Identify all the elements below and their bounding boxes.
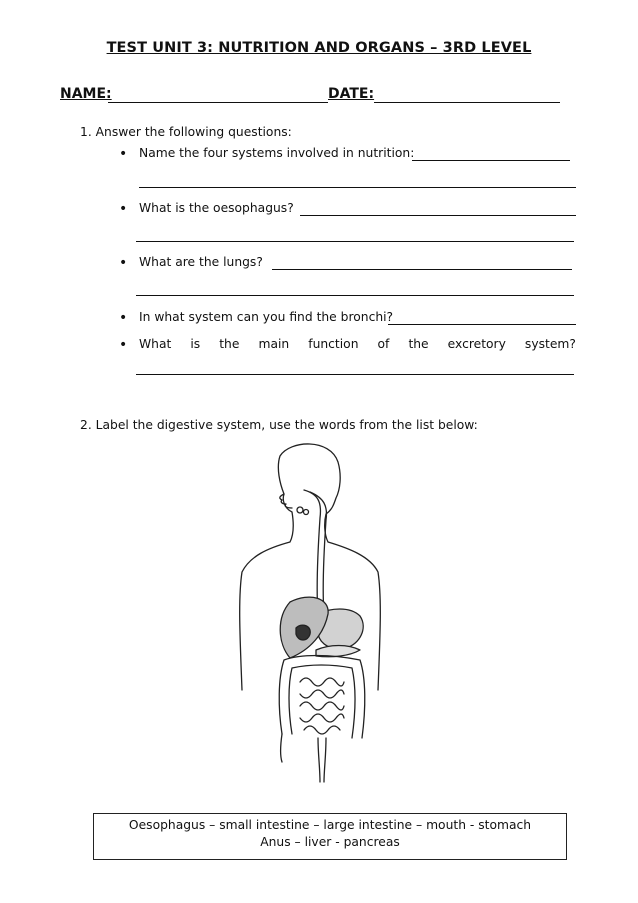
question-4: In what system can you find the bronchi? <box>139 310 394 324</box>
digestive-system-diagram <box>220 438 420 790</box>
name-label: NAME: <box>60 86 112 102</box>
anus <box>318 738 326 782</box>
date-label: DATE: <box>328 86 375 102</box>
worksheet-title: TEST UNIT 3: NUTRITION AND ORGANS – 3RD LEVEL <box>106 40 532 56</box>
question-1: Name the four systems involved in nutrition: <box>139 146 415 160</box>
question-2: What is the oesophagus? <box>139 201 294 215</box>
bullet-icon: • <box>119 255 128 271</box>
question-5-word: function <box>308 337 359 351</box>
section-1-heading: 1. Answer the following questions: <box>80 125 292 139</box>
answer-line-2b[interactable] <box>136 241 574 242</box>
answer-line-1a[interactable] <box>412 160 570 161</box>
bullet-icon: • <box>119 201 128 217</box>
answer-line-1b[interactable] <box>139 187 576 188</box>
section-2-heading: 2. Label the digestive system, use the words from the list below: <box>80 418 478 432</box>
word-list-line-2: Anus – liver - pancreas <box>260 835 400 849</box>
question-5-word: the <box>408 337 429 351</box>
question-5-word: What <box>139 337 172 351</box>
question-5-word: excretory <box>447 337 506 351</box>
question-5-word: the <box>219 337 240 351</box>
oesophagus <box>304 490 320 614</box>
answer-line-4[interactable] <box>388 324 576 325</box>
question-5 <box>139 337 576 351</box>
small-intestine <box>300 678 344 734</box>
name-date-row <box>60 86 560 106</box>
date-field[interactable] <box>374 102 560 103</box>
answer-line-3a[interactable] <box>272 269 572 270</box>
answer-line-2a[interactable] <box>300 215 576 216</box>
question-5-word: system? <box>524 337 576 351</box>
word-list-box <box>93 813 567 860</box>
answer-line-3b[interactable] <box>136 295 574 296</box>
body-outline <box>240 444 381 690</box>
bullet-icon: • <box>119 337 128 353</box>
question-5-word: main <box>258 337 290 351</box>
bullet-icon: • <box>119 146 128 162</box>
question-3: What are the lungs? <box>139 255 263 269</box>
name-field[interactable] <box>108 102 328 103</box>
question-5-word: is <box>190 337 201 351</box>
question-5-word: of <box>377 337 390 351</box>
bullet-icon: • <box>119 310 128 326</box>
answer-line-5[interactable] <box>136 374 574 375</box>
word-list-line-1: Oesophagus – small intestine – large intestine – mouth - stomach <box>128 818 532 832</box>
